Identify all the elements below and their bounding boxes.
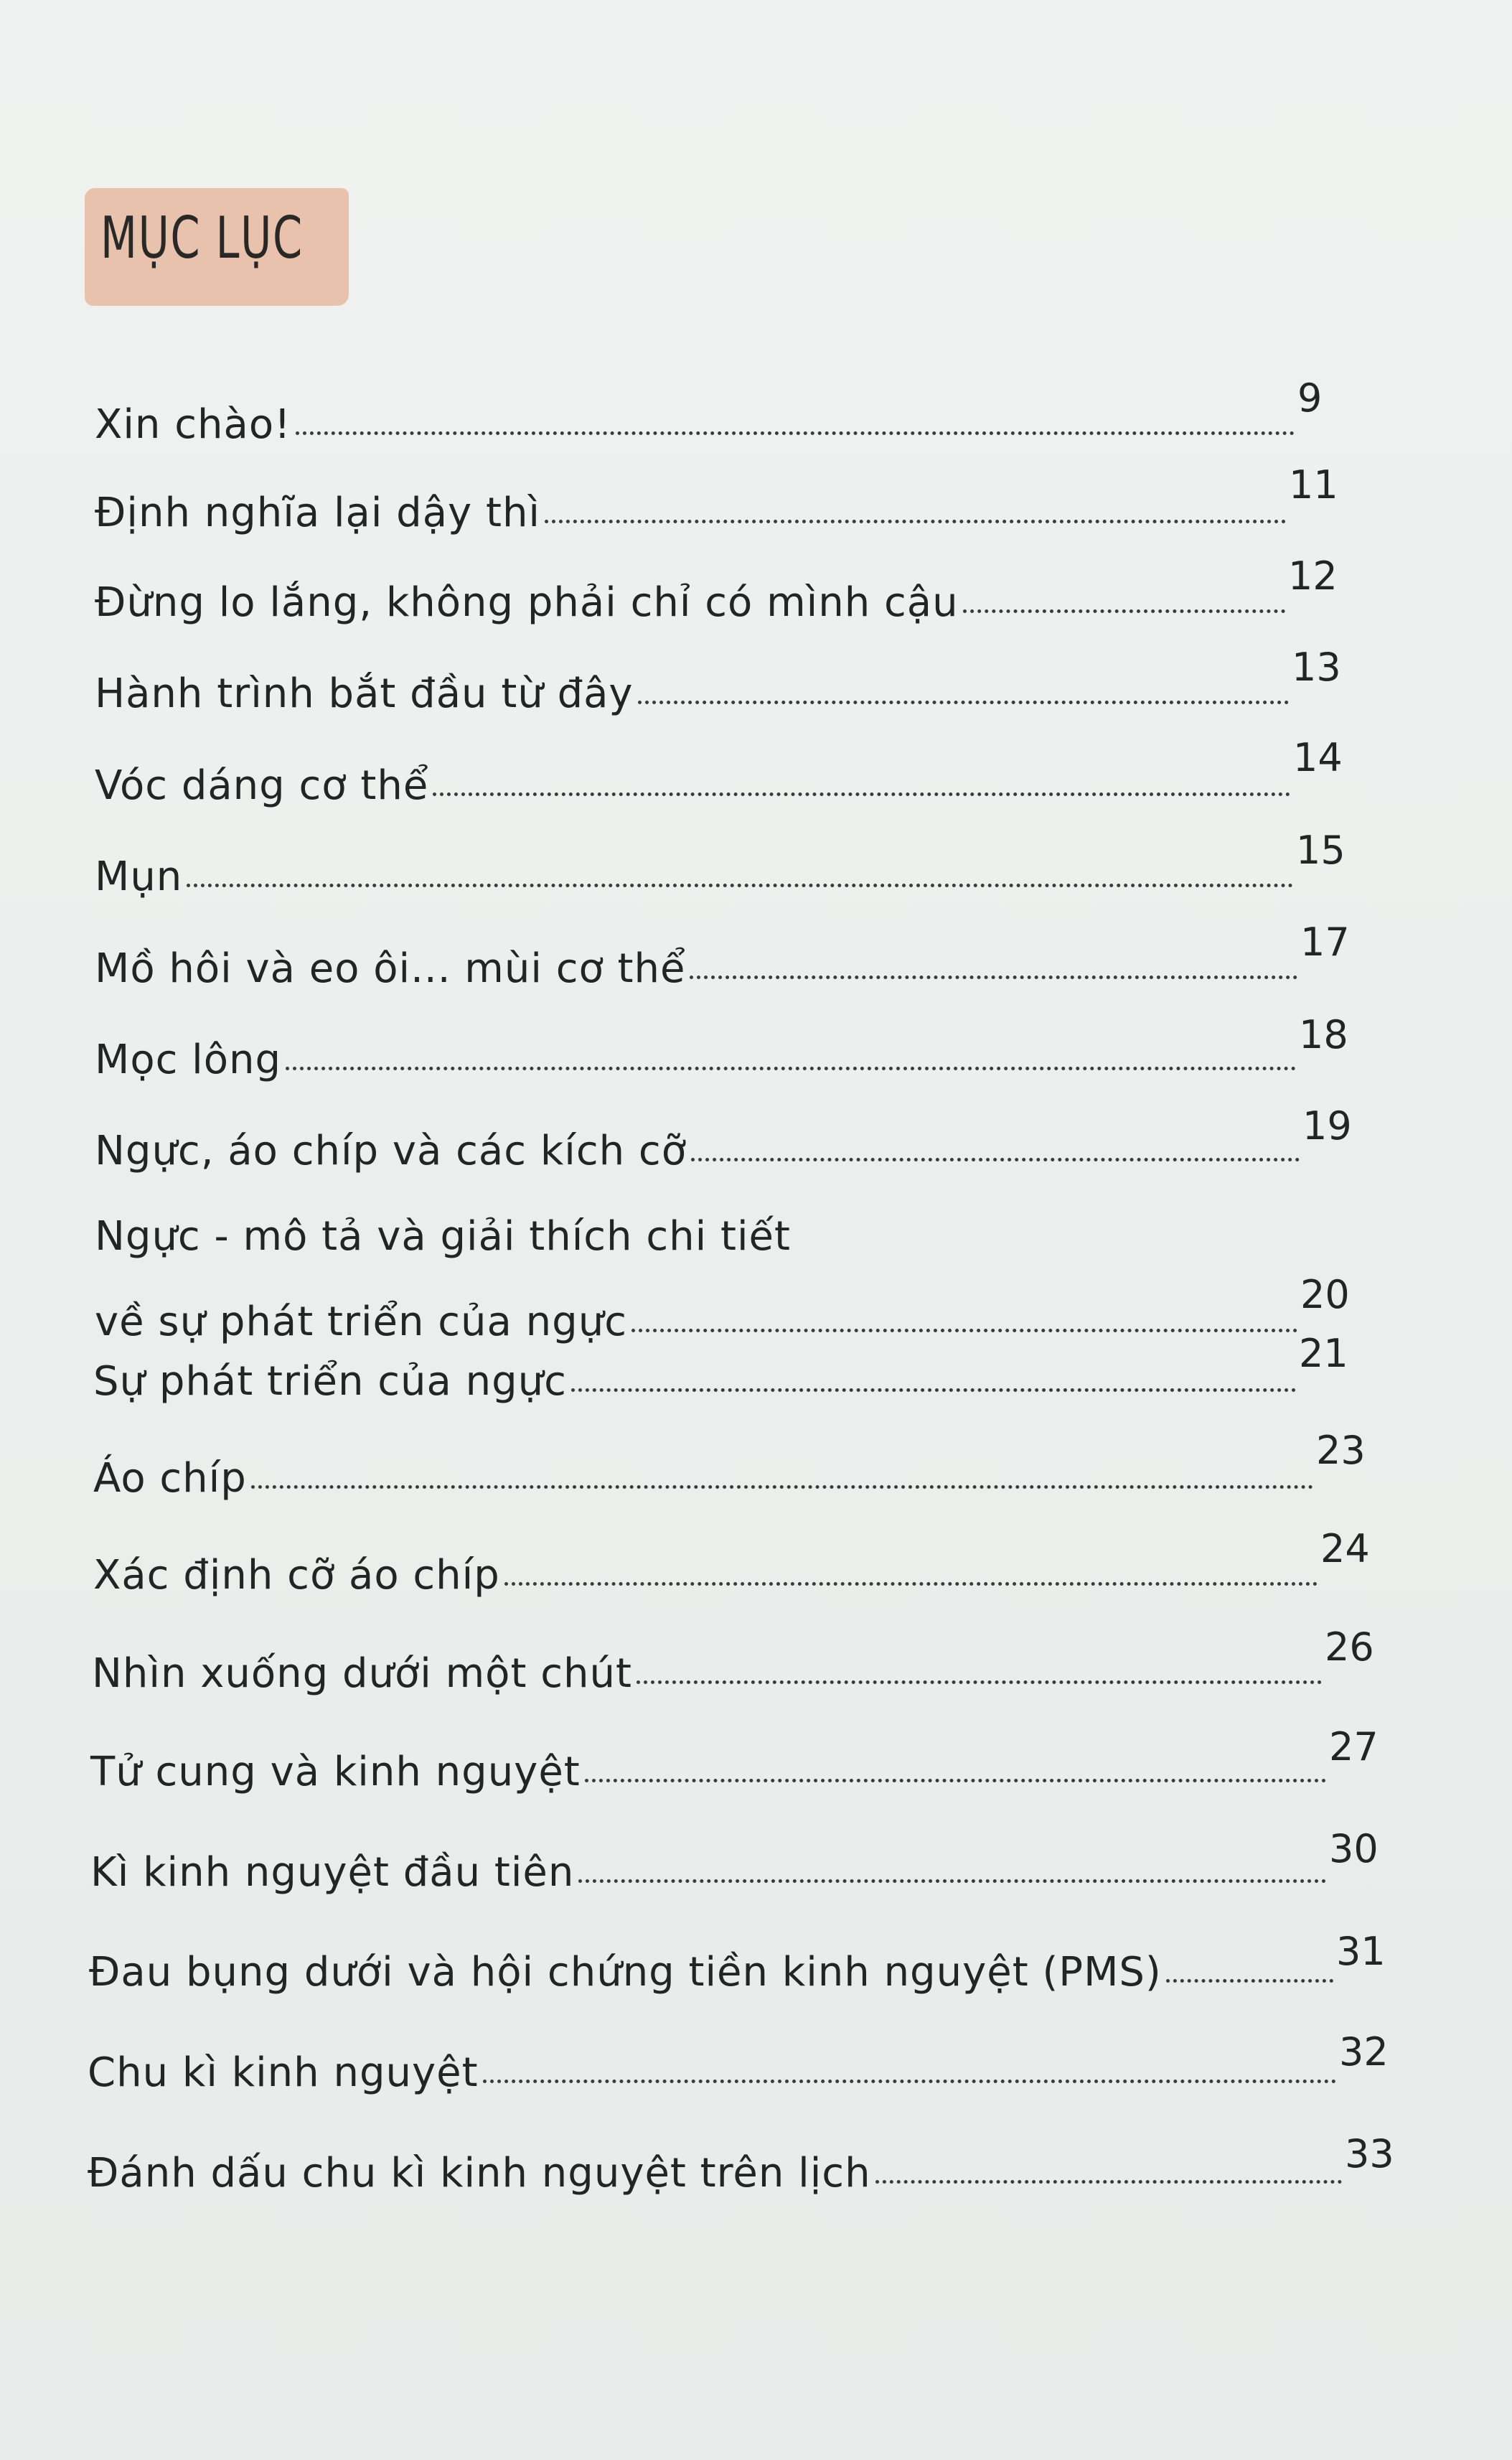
toc-page-number: 30 [1329, 1826, 1379, 1871]
dot-leader [638, 701, 1289, 704]
dot-leader [187, 884, 1293, 887]
toc-entry[interactable] [0, 1706, 1512, 1795]
toc-entry-title: Vóc dáng cơ thể [95, 762, 429, 809]
toc-entry-title: Xác định cỡ áo chíp [93, 1552, 500, 1599]
toc-entry-title: Ngực, áo chíp và các kích cỡ [95, 1128, 687, 1174]
toc-entry[interactable] [0, 537, 1512, 626]
toc-entry-title: Chu kì kinh nguyệt [88, 2049, 479, 2096]
toc-entry-title: Kì kinh nguyệt đầu tiên [90, 1849, 575, 1896]
dot-leader [286, 1067, 1296, 1070]
toc-entry[interactable] [0, 1085, 1512, 1174]
toc-entry-title: Sự phát triển của ngực [93, 1358, 567, 1405]
toc-entry[interactable] [0, 720, 1512, 809]
toc-entry[interactable] [0, 994, 1512, 1083]
dot-leader [1166, 1979, 1333, 1983]
toc-page-number: 21 [1299, 1331, 1348, 1376]
toc-entry-title: Đừng lo lắng, không phải chỉ có mình cậu [95, 579, 959, 626]
toc-entry-title: Đánh dấu chu kì kinh nguyệt trên lịch [88, 2150, 871, 2197]
toc-entry-title-line1: Ngực - mô tả và giải thích chi tiết [95, 1213, 791, 1260]
toc-entry[interactable] [0, 1316, 1512, 1405]
toc-entry[interactable] [0, 1907, 1512, 1996]
toc-page-number: 27 [1329, 1724, 1379, 1769]
toc-page-number: 15 [1296, 828, 1346, 873]
toc-entry[interactable] [0, 903, 1512, 992]
toc-entry-title: Nhìn xuống dưới một chút [92, 1650, 632, 1697]
dot-leader [251, 1485, 1313, 1489]
toc-entry-title: Mụn [95, 853, 183, 900]
toc-entry-title: Áo chíp [93, 1455, 247, 1502]
toc-entry[interactable] [0, 1807, 1512, 1896]
toc-entry-title: Hành trình bắt đầu từ đây [95, 670, 634, 717]
toc-page-number: 24 [1320, 1526, 1370, 1571]
toc-page-number: 33 [1345, 2131, 1394, 2176]
toc-page-number: 26 [1325, 1624, 1374, 1670]
toc-page-number: 31 [1336, 1929, 1386, 1974]
dot-leader [433, 792, 1290, 796]
dot-leader [504, 1582, 1318, 1586]
dot-leader [296, 431, 1295, 435]
toc-page-number: 20 [1300, 1272, 1350, 1317]
dot-leader [690, 976, 1297, 979]
toc-page-number: 9 [1297, 375, 1323, 421]
toc-entry[interactable] [0, 1413, 1512, 1502]
dot-leader [637, 1680, 1322, 1684]
dot-leader [585, 1779, 1326, 1782]
toc-entry-title: Mọc lông [95, 1037, 282, 1083]
toc-page-number: 23 [1316, 1428, 1366, 1473]
dot-leader [571, 1388, 1296, 1392]
toc-entry[interactable] [0, 359, 1512, 448]
toc-entry-title: Mồ hôi và eo ôi... mùi cơ thể [95, 945, 686, 992]
toc-page-number: 14 [1293, 735, 1343, 780]
toc-entry[interactable] [0, 447, 1512, 536]
toc-entry-title: về sự phát triển của ngực [95, 1299, 627, 1345]
toc-entry-title: Xin chào! [95, 401, 291, 448]
toc-entry-title: Định nghĩa lại dậy thì [95, 490, 540, 536]
dot-leader [691, 1158, 1300, 1161]
toc-page-number: 18 [1299, 1012, 1348, 1057]
toc-entry[interactable] [0, 1510, 1512, 1599]
toc-page-number: 11 [1289, 462, 1338, 508]
dot-leader [545, 520, 1286, 523]
toc-page-number: 32 [1339, 2029, 1389, 2075]
toc-entry-title: Tử cung và kinh nguyệt [90, 1749, 581, 1795]
dot-leader [963, 609, 1285, 613]
toc-page-number: 13 [1292, 645, 1341, 690]
dot-leader [875, 2180, 1342, 2184]
toc-entry[interactable] [0, 2007, 1512, 2096]
toc-entry[interactable] [0, 1608, 1512, 1697]
toc-page-number: 17 [1300, 920, 1350, 965]
toc-entry[interactable] [0, 2108, 1512, 2197]
toc-entry[interactable] [0, 811, 1512, 900]
toc-page-number: 19 [1302, 1103, 1352, 1149]
dot-leader [483, 2080, 1336, 2083]
page-title: MỤC LỤC [100, 205, 304, 271]
dot-leader [578, 1879, 1326, 1883]
toc-entry[interactable] [0, 628, 1512, 717]
toc-page-number: 12 [1288, 553, 1338, 599]
toc-entry-title: Đau bụng dưới và hội chứng tiền kinh nguyệt (PMS) [89, 1949, 1162, 1996]
